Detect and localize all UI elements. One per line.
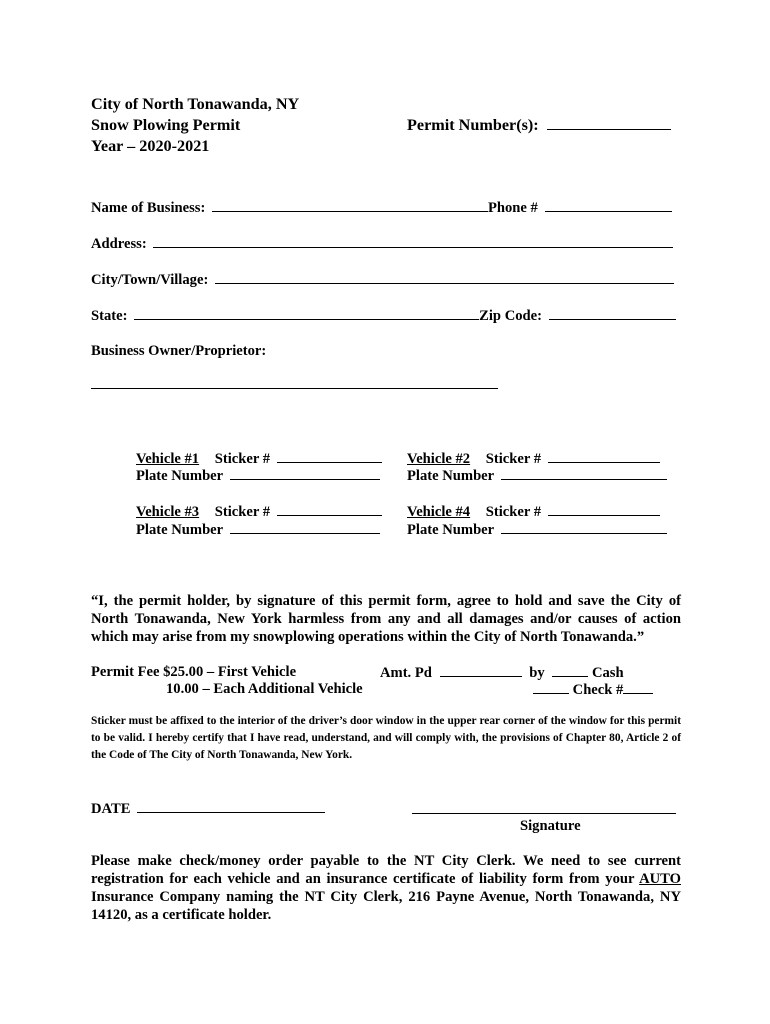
permit-numbers-field [407,116,671,135]
vehicle-3-sticker-row [136,502,382,521]
zip-code-label: Zip Code: [479,308,542,324]
vehicle-3-label: Vehicle #3 [136,504,200,520]
phone-label: Phone # [487,200,538,216]
auto-emphasis: AUTO [639,871,681,887]
signature-blank[interactable] [412,801,676,814]
vehicle-2-plate-blank[interactable] [501,466,667,480]
city-town-village-label: City/Town/Village: [91,272,209,288]
business-name-label: Name of Business: [91,200,206,216]
zip-code-blank[interactable] [549,306,676,320]
permit-numbers-label: Permit Number(s): [407,116,539,134]
vehicle-1-plate-row [136,466,380,485]
phone-blank[interactable] [545,198,672,212]
by-label: by [529,665,545,681]
payment-text-after: Insurance Company naming the NT City Clerk, 216 Payne Avenue, North Tonawanda, NY 14120, as a certificate holder. [91,889,681,923]
vehicle-4-plate-blank[interactable] [501,520,667,534]
permit-numbers-blank[interactable] [547,116,671,130]
vehicle-4-sticker-label: Sticker # [485,504,542,520]
vehicle-3-plate-row [136,520,380,539]
vehicle-1-plate-blank[interactable] [230,466,380,480]
state-label: State: [91,308,128,324]
check-blank[interactable] [533,680,569,694]
date-blank[interactable] [137,799,325,813]
hold-harmless-agreement: “I, the permit holder, by signature of this permit form, agree to hold and save the City of North Tonawanda, New York harmless from any and all damages and/or causes of action which may arise from my snowplowing operations within the City of North Tonawanda.” [91,593,681,645]
vehicle-1-plate-label: Plate Number [136,468,223,484]
signature-label: Signature [520,818,581,834]
fee-first-vehicle: Permit Fee $25.00 – First Vehicle [91,664,297,680]
check-number-blank[interactable] [623,680,653,694]
cash-label: Cash [591,665,624,681]
vehicle-2-sticker-label: Sticker # [485,451,542,467]
business-name-blank[interactable] [212,198,488,212]
vehicle-2-label: Vehicle #2 [407,451,471,467]
business-name-row [91,198,672,217]
date-label: DATE [91,801,131,817]
address-blank[interactable] [153,234,673,248]
city-town-village-blank[interactable] [215,270,674,284]
vehicle-3-plate-label: Plate Number [136,522,223,538]
check-label: Check # [572,682,624,698]
vehicle-4-plate-label: Plate Number [407,522,494,538]
city-heading: City of North Tonawanda, NY [91,95,300,113]
vehicle-2-plate-label: Plate Number [407,468,494,484]
address-label: Address: [91,236,147,252]
amount-paid-blank[interactable] [440,663,522,677]
date-row [91,799,325,818]
vehicle-2-plate-row [407,466,667,485]
vehicle-4-sticker-blank[interactable] [548,502,660,516]
vehicle-4-label: Vehicle #4 [407,504,471,520]
vehicle-3-sticker-label: Sticker # [214,504,271,520]
state-zip-row [91,306,676,325]
sticker-placement-note: Sticker must be affixed to the interior of the driver’s door window in the upper rear corner of the window for this permit to be valid. I hereby certify that I have read, understand, and will comply with, the provisions of Chapter 80, Article 2 of the Code of The City of North Tonawanda, New York. [91,715,681,761]
fee-additional-vehicle: 10.00 – Each Additional Vehicle [166,681,363,697]
vehicle-4-plate-row [407,520,667,539]
vehicle-4-sticker-row [407,502,660,521]
cash-blank[interactable] [552,663,588,677]
owner-label: Business Owner/Proprietor: [91,343,267,359]
check-row [533,680,653,699]
city-town-village-row [91,270,674,289]
vehicle-3-sticker-blank[interactable] [277,502,382,516]
permit-year: Year – 2020-2021 [91,137,210,155]
vehicle-2-sticker-blank[interactable] [548,449,660,463]
vehicle-1-sticker-blank[interactable] [277,449,382,463]
permit-title: Snow Plowing Permit [91,116,241,134]
vehicle-1-sticker-label: Sticker # [214,451,271,467]
payment-instructions [91,852,681,924]
vehicle-3-plate-blank[interactable] [230,520,380,534]
owner-blank[interactable] [91,376,498,389]
address-row [91,234,673,253]
amount-paid-label: Amt. Pd [380,665,432,681]
vehicle-1-label: Vehicle #1 [136,451,200,467]
state-blank[interactable] [134,306,479,320]
payment-text-before: Please make check/money order payable to the NT City Clerk. We need to see current registration for each vehicle and an insurance certificate of liability form from your [91,853,681,887]
